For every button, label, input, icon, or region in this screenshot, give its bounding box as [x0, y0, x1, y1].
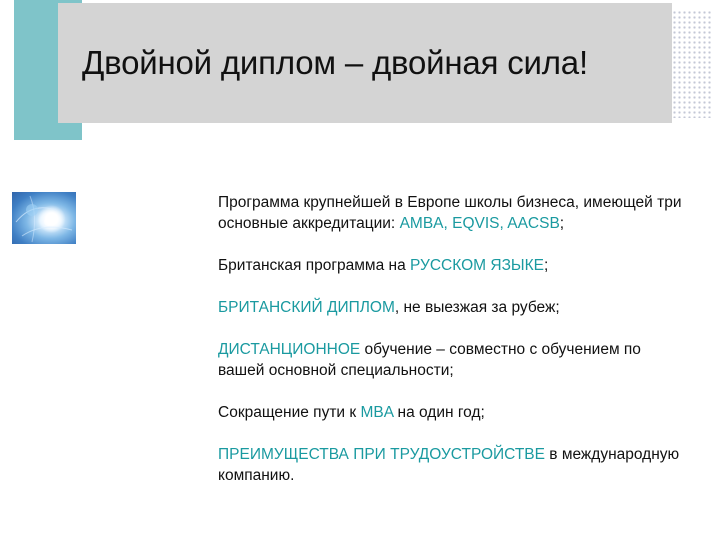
bullet-list [218, 192, 688, 507]
bullet-item-russian-language: Британская программа на РУССКОМ ЯЗЫКЕ; [218, 257, 549, 274]
bullet-item-employment: ПРЕИМУЩЕСТВА ПРИ ТРУДОУСТРОЙСТВЕ в международную компанию. [218, 446, 680, 484]
bullet-item-british-diploma: БРИТАНСКИЙ ДИПЛОМ, не выезжая за рубеж; [218, 299, 560, 316]
globe-image [12, 192, 76, 244]
bullet-item-mba-shortcut: Сокращение пути к MBA на один год; [218, 404, 485, 421]
dot-pattern [672, 10, 712, 118]
globe-lines-icon [12, 192, 76, 244]
slide-title: Двойной диплом – двойная сила! [82, 44, 588, 81]
title-box [58, 3, 672, 123]
bullet-item-distance-learning: ДИСТАНЦИОННОЕ обучение – совместно с обучением по вашей основной специальности; [218, 341, 641, 379]
bullet-item-accreditations: Программа крупнейшей в Европе школы бизнеса, имеющей три основные аккредитации: AMBA, EQVIS, AACSB; [218, 194, 682, 232]
